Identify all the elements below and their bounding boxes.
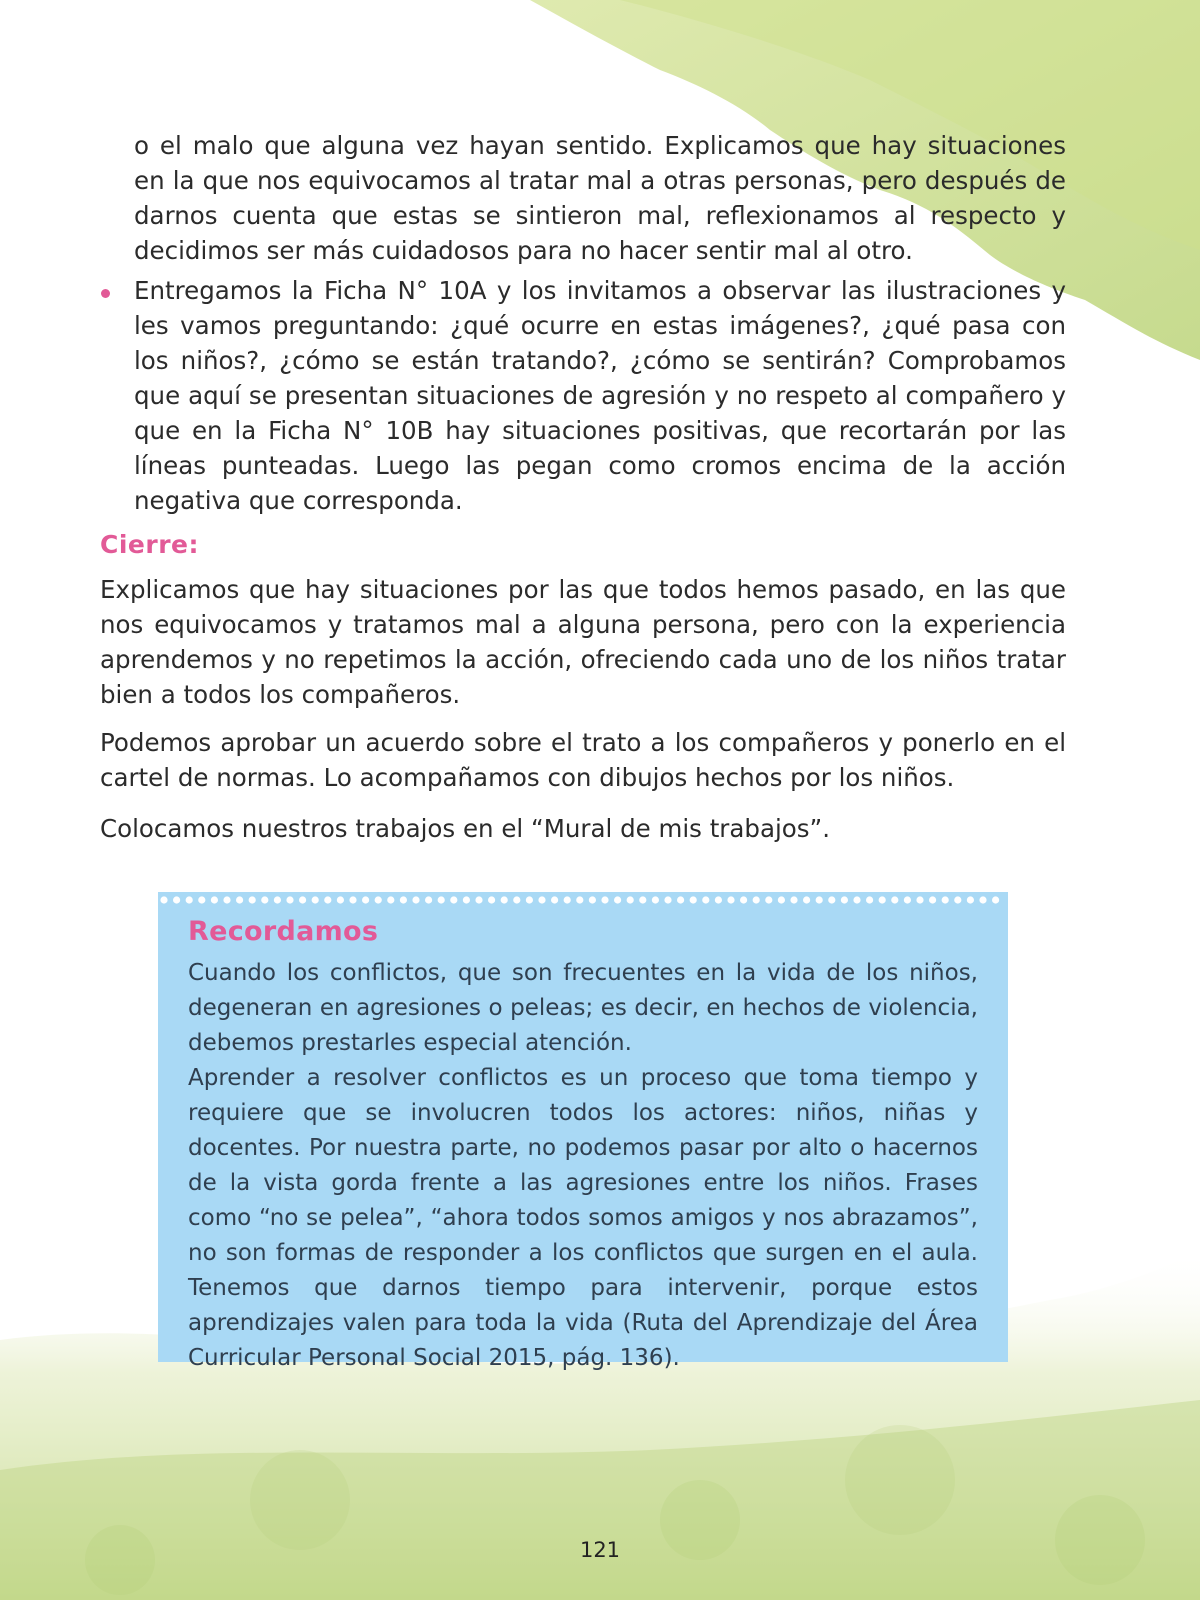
notebook-hole — [601, 896, 608, 903]
notebook-hole — [904, 896, 911, 903]
cierre-paragraph-1: Explicamos que hay situaciones por las que todos hemos pasado, en las que nos equivocamos y tratamos mal a alguna persona, pero con la experiencia aprendemos y no repetimos la acción, ofreciendo cada uno de los niños tratar bien a todos los compañeros. — [100, 575, 1066, 709]
notebook-hole — [828, 896, 835, 903]
notebook-hole — [690, 896, 697, 903]
notebook-hole — [778, 896, 785, 903]
notebook-hole — [274, 896, 281, 903]
notebook-hole — [589, 896, 596, 903]
notebook-hole — [173, 896, 180, 903]
notebook-hole — [929, 896, 936, 903]
notebook-hole — [463, 896, 470, 903]
notebook-hole — [979, 896, 986, 903]
notebook-hole — [639, 896, 646, 903]
notebook-hole — [312, 896, 319, 903]
notebook-hole — [337, 896, 344, 903]
notebook-hole — [916, 896, 923, 903]
notebook-holes-decoration — [158, 892, 1008, 910]
notebook-hole — [576, 896, 583, 903]
notebook-hole — [261, 896, 268, 903]
notebook-hole — [652, 896, 659, 903]
notebook-hole — [249, 896, 256, 903]
recordamos-paragraph-2: Aprender a resolver conflictos es un proceso que toma tiempo y requiere que se involucren todos los actores: niños, niñas y docentes. Por nuestra parte, no podemos pasar por alto o hacernos de la vista gorda frente a las agresiones entre los niños. Frases como “no se pelea”, “ahora todos somos amigos y nos abrazamos”, no son formas de responder a los conflictos que surgen en el aula. Tenemos que darnos tiempo para intervenir, porque estos aprendizajes valen para toda la vida (Ruta del Aprendizaje del Área Curricular Personal Social 2015, pág. 136). — [188, 1065, 978, 1371]
notebook-hole — [450, 896, 457, 903]
cierre-paragraph-3: Colocamos nuestros trabajos en el “Mural de mis trabajos”. — [100, 814, 830, 843]
notebook-hole — [765, 896, 772, 903]
notebook-hole — [816, 896, 823, 903]
notebook-hole — [526, 896, 533, 903]
notebook-hole — [790, 896, 797, 903]
notebook-hole — [438, 896, 445, 903]
notebook-hole — [223, 896, 230, 903]
notebook-hole — [853, 896, 860, 903]
notebook-hole — [538, 896, 545, 903]
bullet-dot — [101, 289, 110, 298]
recordamos-paragraph-1: Cuando los conflictos, que son frecuentes en la vida de los niños, degeneran en agresiones o peleas; es decir, en hechos de violencia, debemos prestarles especial atención. — [188, 960, 978, 1056]
recordamos-title: Recordamos — [188, 916, 379, 947]
notebook-hole — [866, 896, 873, 903]
notebook-hole — [211, 896, 218, 903]
notebook-hole — [362, 896, 369, 903]
notebook-hole — [375, 896, 382, 903]
notebook-hole — [841, 896, 848, 903]
notebook-hole — [425, 896, 432, 903]
notebook-hole — [614, 896, 621, 903]
notebook-hole — [198, 896, 205, 903]
notebook-hole — [349, 896, 356, 903]
notebook-hole — [677, 896, 684, 903]
notebook-hole — [627, 896, 634, 903]
notebook-hole — [160, 896, 167, 903]
notebook-hole — [324, 896, 331, 903]
notebook-hole — [715, 896, 722, 903]
notebook-hole — [513, 896, 520, 903]
notebook-hole — [412, 896, 419, 903]
notebook-hole — [727, 896, 734, 903]
notebook-hole — [501, 896, 508, 903]
notebook-hole — [400, 896, 407, 903]
cierre-paragraph-2: Podemos aprobar un acuerdo sobre el trato a los compañeros y ponerlo en el cartel de normas. Lo acompañamos con dibujos hechos por los niños. — [100, 728, 1066, 792]
notebook-hole — [942, 896, 949, 903]
notebook-hole — [299, 896, 306, 903]
cierre-heading: Cierre: — [100, 530, 199, 559]
notebook-hole — [664, 896, 671, 903]
notebook-hole — [954, 896, 961, 903]
notebook-hole — [475, 896, 482, 903]
bullet-paragraph: Entregamos la Ficha N° 10A y los invitamos a observar las ilustraciones y les vamos preguntando: ¿qué ocurre en estas imágenes?, ¿qué pasa con los niños?, ¿cómo se están tratando?, ¿cómo se sentirán? Comprobamos que aquí se presentan situaciones de agresión y no respeto al compañero y que en la Ficha N° 10B hay situaciones positivas, que recortarán por las líneas punteadas. Luego las pegan como cromos encima de la acción negativa que corresponda. — [134, 276, 1066, 515]
notebook-hole — [891, 896, 898, 903]
notebook-hole — [387, 896, 394, 903]
recordamos-note — [158, 892, 1008, 1371]
page-number: 121 — [579, 1538, 621, 1562]
notebook-hole — [551, 896, 558, 903]
notebook-hole — [236, 896, 243, 903]
continued-paragraph: o el malo que alguna vez hayan sentido. Explicamos que hay situaciones en la que nos equivocamos al tratar mal a otras personas, pero después de darnos cuenta que estas se sintieron mal, reflexionamos al respecto y decidimos ser más cuidadosos para no hacer sentir mal al otro. — [134, 131, 1066, 265]
notebook-hole — [753, 896, 760, 903]
notebook-hole — [879, 896, 886, 903]
notebook-hole — [992, 896, 999, 903]
notebook-hole — [488, 896, 495, 903]
notebook-hole — [803, 896, 810, 903]
notebook-hole — [186, 896, 193, 903]
notebook-hole — [702, 896, 709, 903]
notebook-hole — [564, 896, 571, 903]
notebook-hole — [740, 896, 747, 903]
notebook-hole — [967, 896, 974, 903]
notebook-hole — [286, 896, 293, 903]
